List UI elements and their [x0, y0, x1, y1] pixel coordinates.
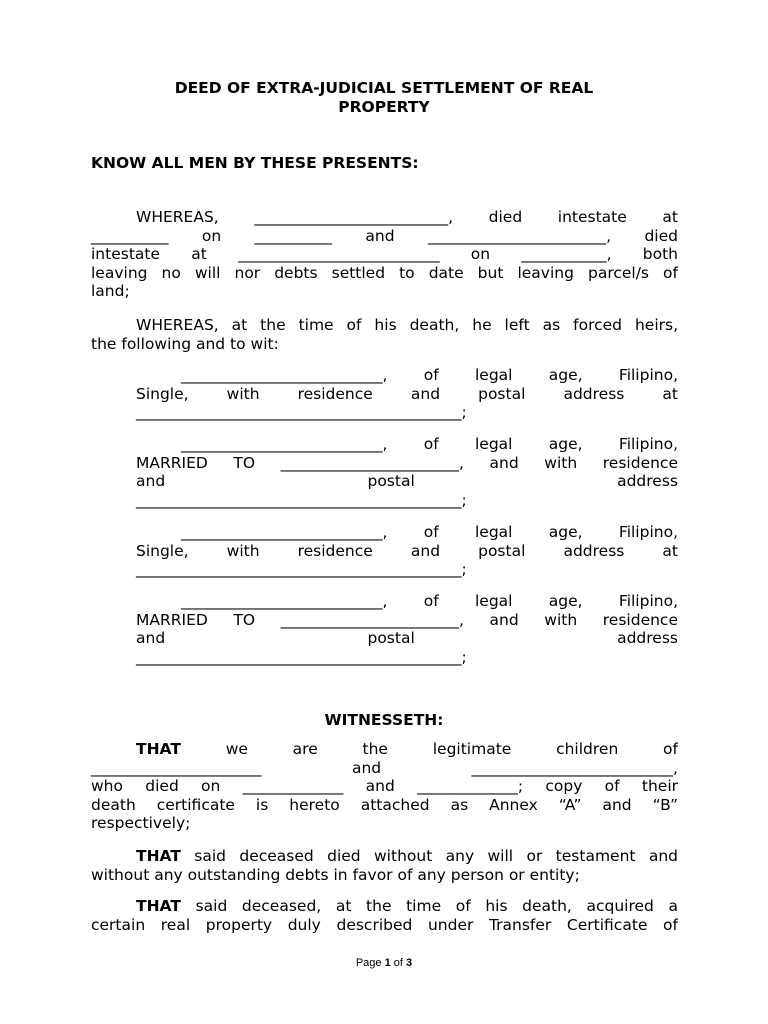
text-line: the following and to wit:: [91, 334, 279, 353]
text-line: WHEREAS, at the time of his death, he left as forced heirs,: [136, 316, 678, 334]
text-line: who died on _____________ and _____________; copy of their: [91, 777, 678, 795]
text-line: [91, 897, 678, 916]
text-line: and postal address: [136, 472, 678, 490]
text-line: __________________________________________;: [136, 490, 467, 509]
text-line: intestate at __________________________ on ___________, both: [91, 245, 678, 263]
that-paragraph-3: [91, 897, 678, 934]
text-line: respectively;: [91, 814, 191, 832]
text-line: Single, with residence and postal address at: [136, 384, 678, 403]
text-run: said deceased died without any will or testament and: [194, 847, 678, 865]
opening-heading: KNOW ALL MEN BY THESE PRESENTS:: [91, 154, 419, 172]
text-line: land;: [91, 282, 130, 300]
text-line: without any outstanding debts in favor of any person or entity;: [91, 865, 580, 884]
heir-entry-3: [136, 523, 678, 579]
text-line: __________________________, of legal age, Filipino,: [181, 366, 678, 384]
text-line: death certificate is hereto attached as Annex “A” and “B”: [91, 795, 678, 814]
whereas-paragraph-1: [91, 208, 678, 301]
total-pages: 3: [406, 957, 413, 969]
text-line: ______________________ and __________________________,: [91, 758, 678, 777]
text-line: certain real property duly described under Transfer Certificate of: [91, 915, 678, 934]
page-number: [0, 956, 768, 970]
page-word: Page: [355, 957, 382, 969]
text-line: __________________________, of legal age, Filipino,: [181, 523, 678, 541]
text-line: MARRIED TO _______________________, and with residence: [136, 610, 678, 629]
that-keyword: THAT: [136, 847, 181, 865]
text-line: __________________________, of legal age, Filipino,: [181, 592, 678, 610]
title-line-1: DEED OF EXTRA-JUDICIAL SETTLEMENT OF REAL: [174, 79, 594, 97]
text-line: __________ on __________ and _______________________, died: [91, 226, 678, 245]
text-line: __________________________________________;: [136, 560, 467, 578]
that-keyword: THAT: [136, 897, 181, 915]
current-page: 1: [384, 957, 391, 969]
text-line: [91, 740, 678, 759]
witnesseth-heading: WITNESSETH:: [324, 711, 444, 729]
text-line: MARRIED TO _______________________, and with residence: [136, 453, 678, 472]
heir-entry-4: [136, 592, 678, 666]
text-line: leaving no will nor debts settled to date but leaving parcel/s of: [91, 263, 678, 282]
heir-entry-2: [136, 435, 678, 509]
that-paragraph-1: [91, 740, 678, 833]
whereas-paragraph-2: [91, 316, 678, 353]
that-paragraph-2: [91, 847, 678, 884]
text-line: WHEREAS, _________________________, died intestate at: [136, 208, 678, 226]
text-line: __________________________, of legal age, Filipino,: [181, 435, 678, 453]
text-line: Single, with residence and postal address at: [136, 541, 678, 560]
text-run: we are the legitimate children of: [225, 740, 678, 758]
text-line: __________________________________________;: [136, 403, 467, 421]
title-line-2: PROPERTY: [338, 98, 430, 116]
that-keyword: THAT: [136, 740, 181, 758]
text-line: [91, 847, 678, 866]
text-line: and postal address: [136, 629, 678, 647]
text-run: said deceased, at the time of his death, acquired a: [195, 897, 678, 915]
text-line: __________________________________________;: [136, 647, 467, 666]
of-word: of: [393, 957, 403, 969]
heir-entry-1: [136, 366, 678, 422]
document-title: [0, 79, 768, 117]
